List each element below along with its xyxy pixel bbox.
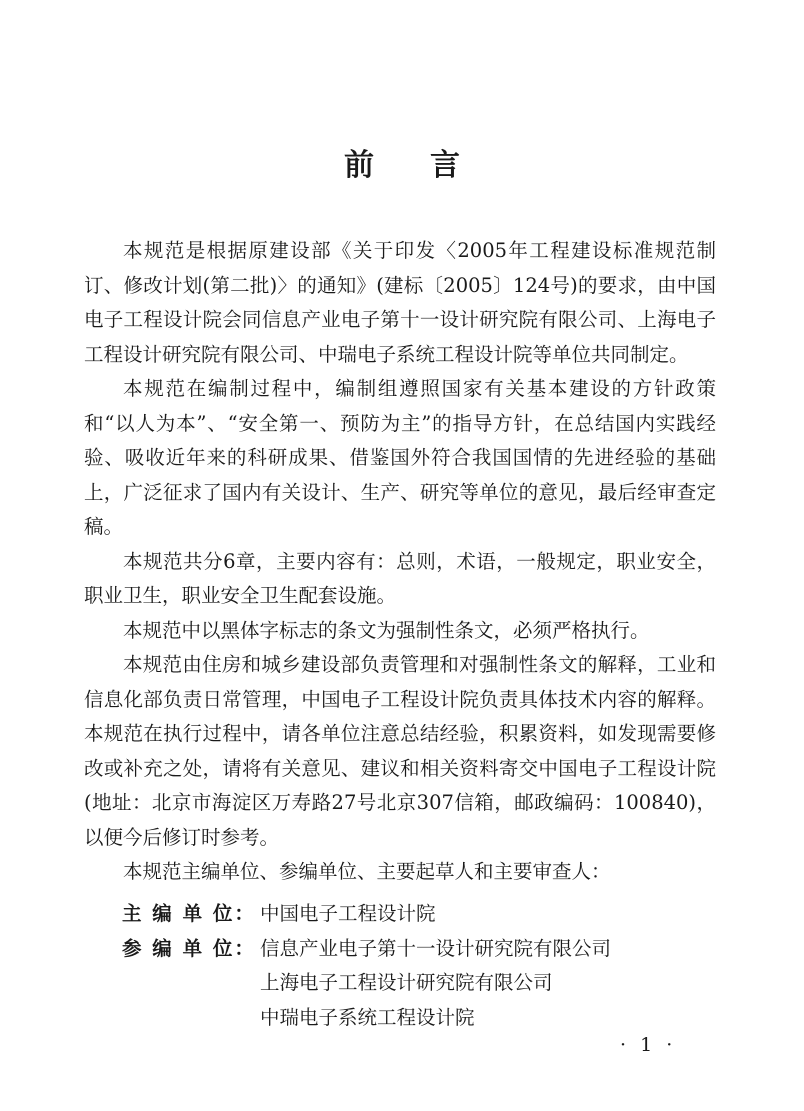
participating-unit-label: 参 编 单 位： — [122, 936, 256, 960]
title-char-2: 言 — [430, 148, 460, 183]
participating-unit-row — [122, 932, 611, 1036]
chief-unit-row — [122, 897, 611, 932]
participating-unit-value: 信息产业电子第十一设计研究院有限公司 — [260, 936, 612, 960]
chief-unit-label: 主 编 单 位： — [122, 902, 256, 925]
participating-unit-values — [260, 932, 611, 1036]
participating-unit-value: 中瑞电子系统工程设计院 — [260, 1005, 475, 1029]
page-number: · 1 · — [620, 1034, 677, 1056]
paragraph-units-intro: 本规范主编单位、参编单位、主要起草人和主要审查人： — [123, 860, 611, 883]
paragraph-contents: 本规范共分6章，主要内容有：总则，术语，一般规定，职业安全，职业卫生，职业安全卫生配套设施。 — [84, 549, 716, 607]
paragraph-management: 本规范由住房和城乡建设部负责管理和对强制性条文的解释，工业和信息化部负责日常管理，中国电子工程设计院负责具体技术内容的解释。本规范在执行过程中，请各单位注意总结经验，积累资料，如发现需要修改或补充之处，请将有关意见、建议和相关资料寄交中国电子工程设计院(地址：北京市海淀区万寿路27号北京307信箱，邮政编码：100840)，以便今后修订时参考。 — [84, 653, 716, 849]
preface-body — [84, 234, 716, 890]
title-char-1: 前 — [344, 148, 374, 183]
participating-unit-value: 上海电子工程设计研究院有限公司 — [260, 971, 553, 994]
units-list — [122, 897, 611, 1035]
paragraph-process: 本规范在编制过程中，编制组遵照国家有关基本建设的方针政策和“以人为本”、“安全第一、预防为主”的指导方针，在总结国内实践经验、吸收近年来的科研成果、借鉴国外符合我国国情的先进经验的基础上，广泛征求了国内有关设计、生产、研究等单位的意见，最后经审查定稿。 — [84, 377, 716, 538]
paragraph-basis: 本规范是根据原建设部《关于印发〈2005年工程建设标准规范制订、修改计划(第二批)〉的通知》(建标〔2005〕124号)的要求，由中国电子工程设计院会同信息产业电子第十一设计研究院有限公司、上海电子工程设计研究院有限公司、中瑞电子系统工程设计院等单位共同制定。 — [84, 239, 716, 366]
paragraph-mandatory: 本规范中以黑体字标志的条文为强制性条文，必须严格执行。 — [123, 618, 650, 642]
page-title — [0, 140, 804, 184]
chief-unit-value: 中国电子工程设计院 — [260, 902, 436, 925]
